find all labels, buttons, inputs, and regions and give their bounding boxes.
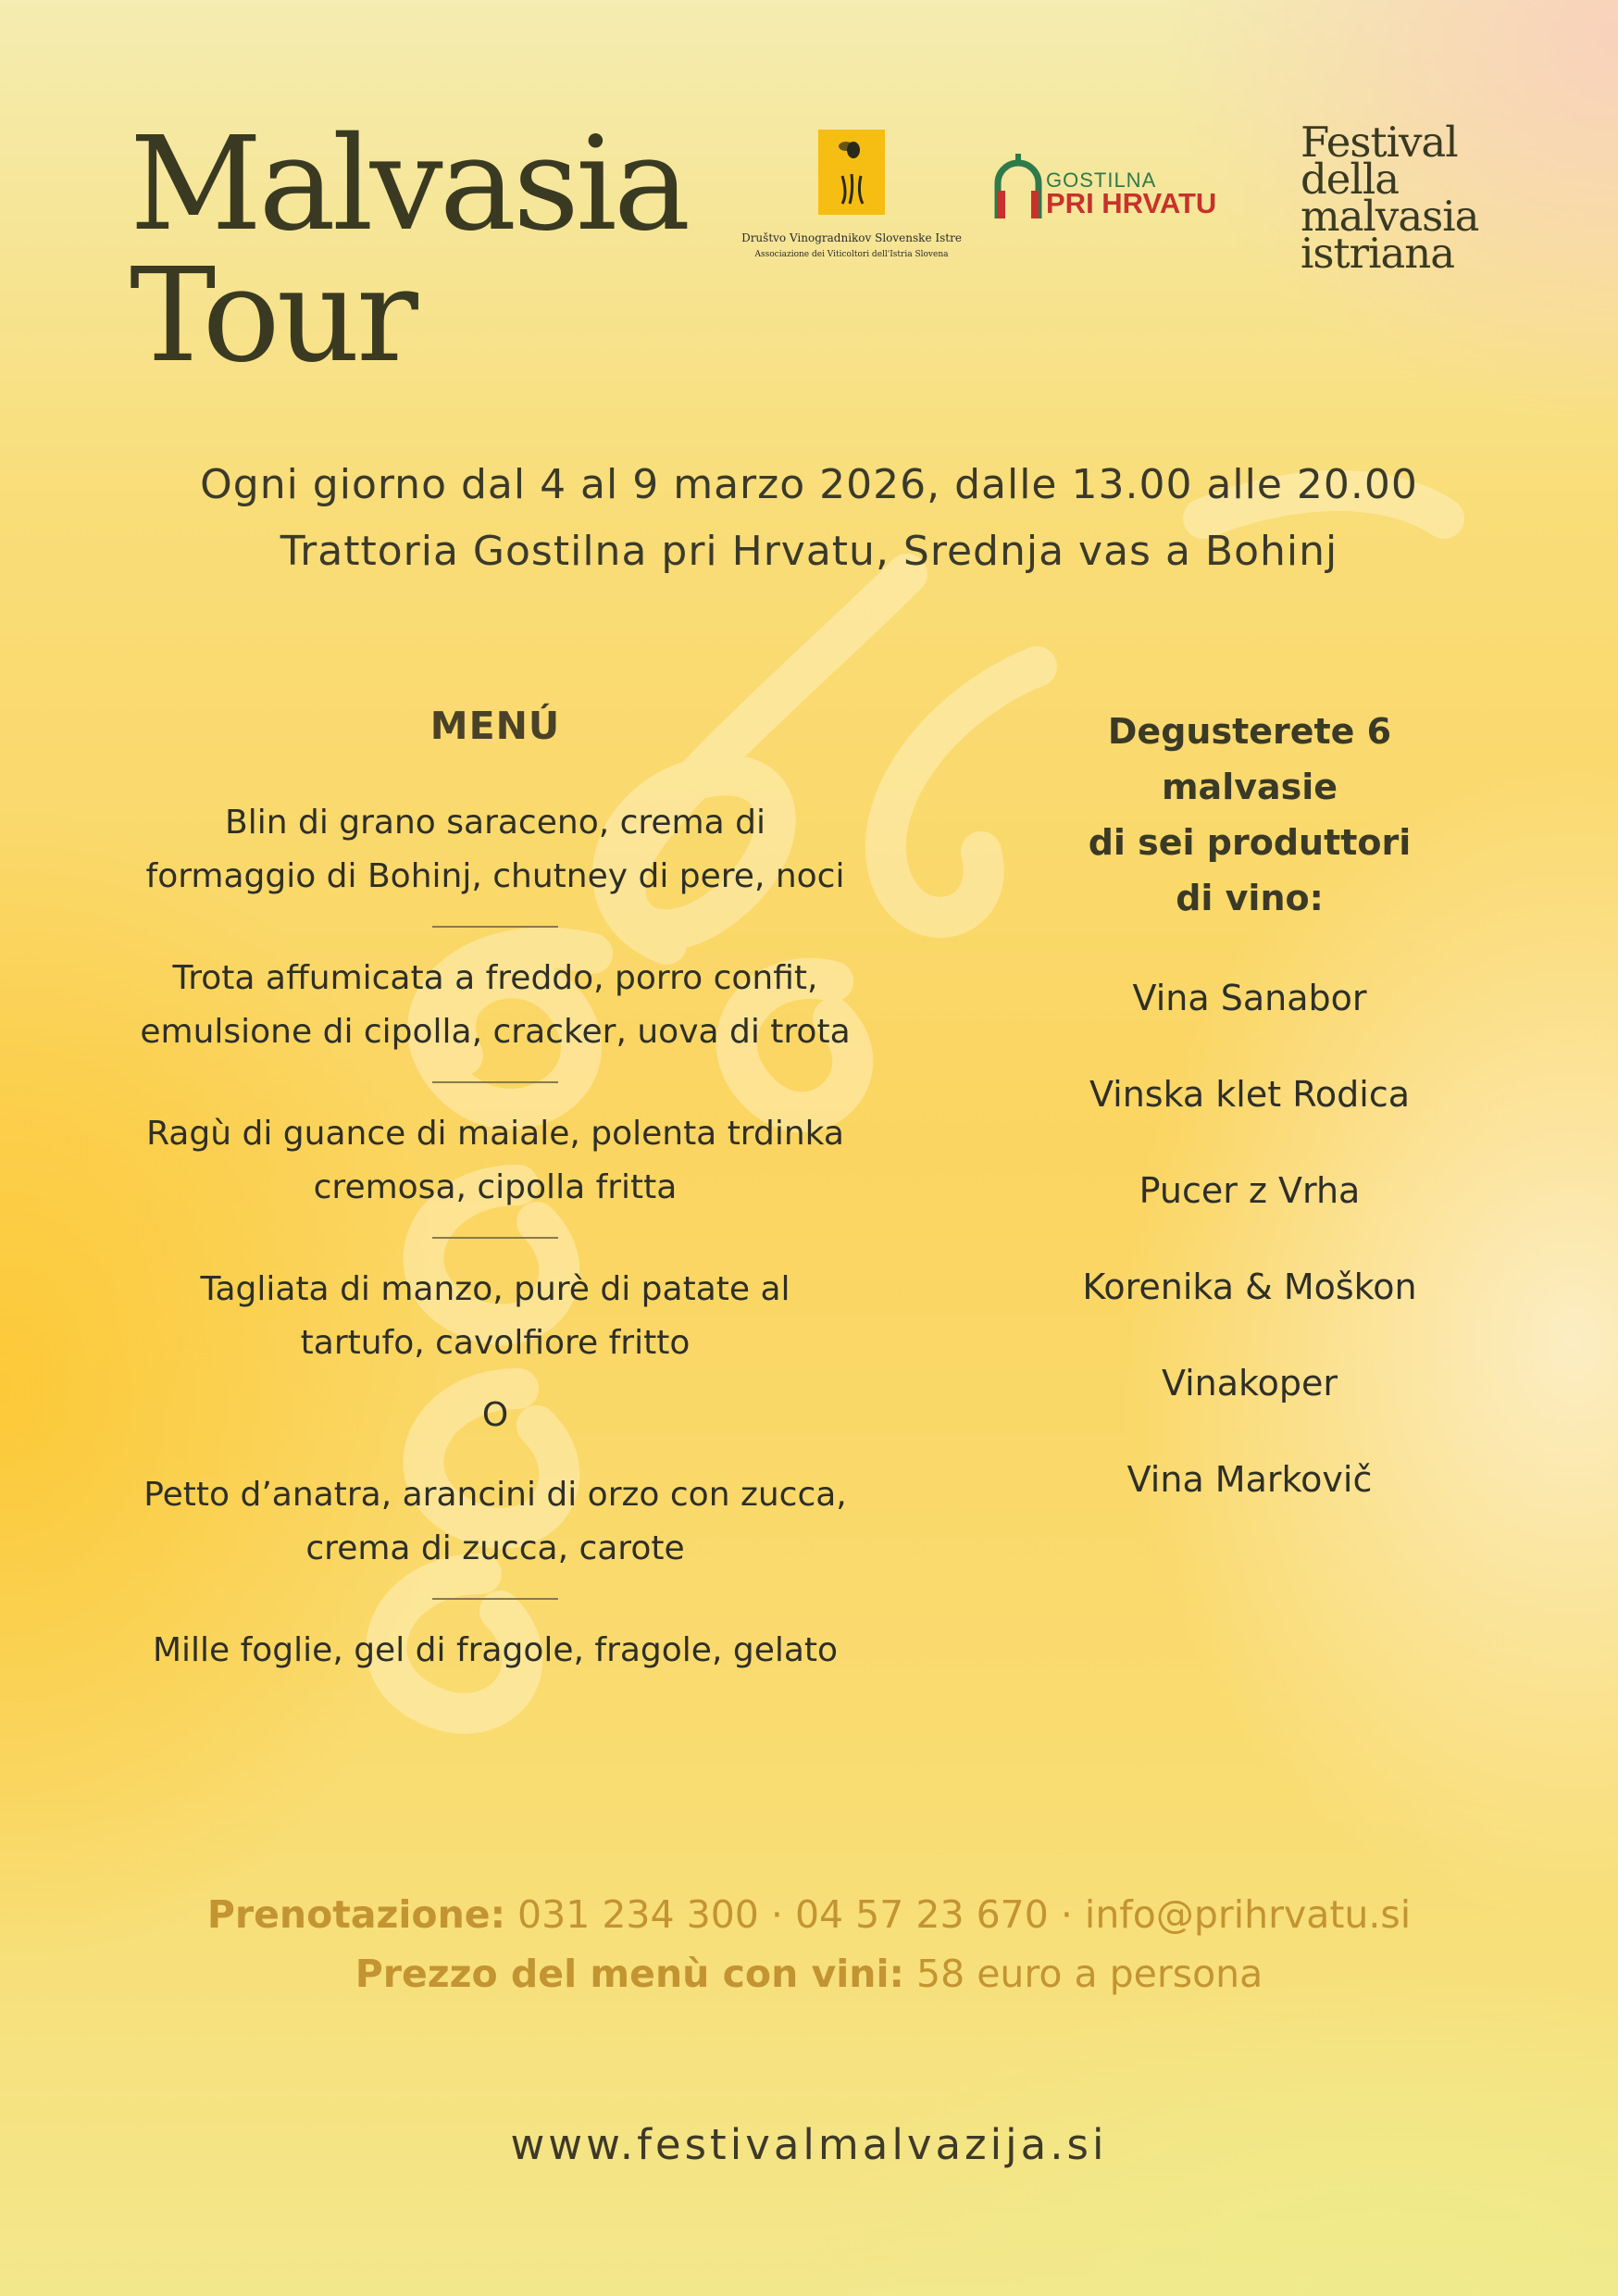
price-info	[0, 1952, 1618, 1996]
gostilna-label: GOSTILNA	[1046, 168, 1157, 192]
wine-producer: Vina Sanabor	[1132, 978, 1367, 1018]
festival-line-1: Festival	[1301, 118, 1458, 167]
dish-line: Petto d’anatra, arancini di orzo con zucca,	[143, 1476, 847, 1514]
festival-line-4: istriana	[1301, 229, 1455, 278]
divider	[432, 926, 558, 928]
dish-line: crema di zucca, carote	[305, 1529, 685, 1567]
page-title-line-1: Malvasia	[130, 109, 688, 260]
wine-producer: Vinakoper	[1161, 1363, 1338, 1404]
wine-producer: Pucer z Vrha	[1139, 1170, 1361, 1211]
wines-heading-line: di vino:	[1176, 878, 1324, 918]
association-name-italian: Associazione dei Viticoltori dell'Istria Slovena	[754, 250, 949, 259]
dish-line: Tagliata di manzo, purè di patate al	[200, 1270, 790, 1308]
divider	[432, 1598, 558, 1600]
event-venue: Trattoria Gostilna pri Hrvatu, Srednja vas a Bohinj	[280, 528, 1338, 575]
menu-dish	[120, 1263, 870, 1370]
dish-line: Trota affumicata a freddo, porro confit,	[172, 959, 818, 997]
gostilna-logo	[990, 146, 1259, 220]
menu-dish	[120, 796, 870, 904]
dish-line: cremosa, cipolla fritta	[313, 1168, 678, 1206]
dish-line: Blin di grano saraceno, crema di	[225, 804, 765, 842]
association-logo	[731, 130, 972, 259]
menu-title: MENÚ	[429, 704, 561, 748]
menu-dish	[120, 1468, 870, 1576]
wines-heading-line: di sei produttori	[1088, 822, 1412, 863]
menu-dish	[120, 1624, 870, 1678]
wine-producer: Korenika & Moškon	[1082, 1267, 1417, 1307]
price-value: 58 euro a persona	[903, 1952, 1263, 1996]
dish-line: Mille foglie, gel di fragole, fragole, gelato	[152, 1631, 839, 1669]
menu-section	[120, 704, 870, 1678]
pri-hrvatu-label: PRI HRVATU	[1046, 187, 1217, 219]
page-title-line-2: Tour	[130, 241, 415, 392]
menu-or: O	[481, 1396, 509, 1434]
wines-heading-line: Degusterete 6 malvasie	[1107, 711, 1392, 807]
menu-dish	[120, 1107, 870, 1215]
booking-info	[0, 1892, 1618, 1937]
dish-line: tartufo, cavolfiore fritto	[300, 1324, 691, 1362]
arch-icon	[990, 146, 1046, 220]
wine-producer: Vinska klet Rodica	[1089, 1074, 1411, 1115]
divider	[432, 1081, 558, 1083]
dish-line: emulsione di cipolla, cracker, uova di trota	[140, 1013, 851, 1051]
wines-heading	[1018, 704, 1481, 926]
booking-contacts[interactable]: 031 234 300 · 04 57 23 670 · info@prihrvatu.si	[505, 1892, 1412, 1937]
website-link[interactable]: www.festivalmalvazija.si	[510, 2120, 1108, 2169]
festival-logo	[1301, 118, 1479, 278]
wine-producer: Vina Markovič	[1126, 1459, 1373, 1500]
wines-section	[1018, 704, 1481, 1550]
association-name: Društvo Vinogradnikov Slovenske Istre	[741, 231, 962, 244]
festival-line-3: malvasia	[1301, 192, 1479, 241]
dish-line: formaggio di Bohinj, chutney di pere, noci	[145, 857, 845, 895]
festival-line-2: della	[1301, 155, 1400, 204]
dish-line: Ragù di guance di maiale, polenta trdinka	[146, 1115, 844, 1153]
divider	[432, 1237, 558, 1239]
booking-label: Prenotazione:	[206, 1892, 505, 1937]
event-dates: Ogni giorno dal 4 al 9 marzo 2026, dalle 13.00 alle 20.00	[200, 461, 1418, 508]
price-label: Prezzo del menù con vini:	[355, 1952, 904, 1996]
menu-dish	[120, 952, 870, 1059]
bee-icon	[818, 130, 885, 215]
